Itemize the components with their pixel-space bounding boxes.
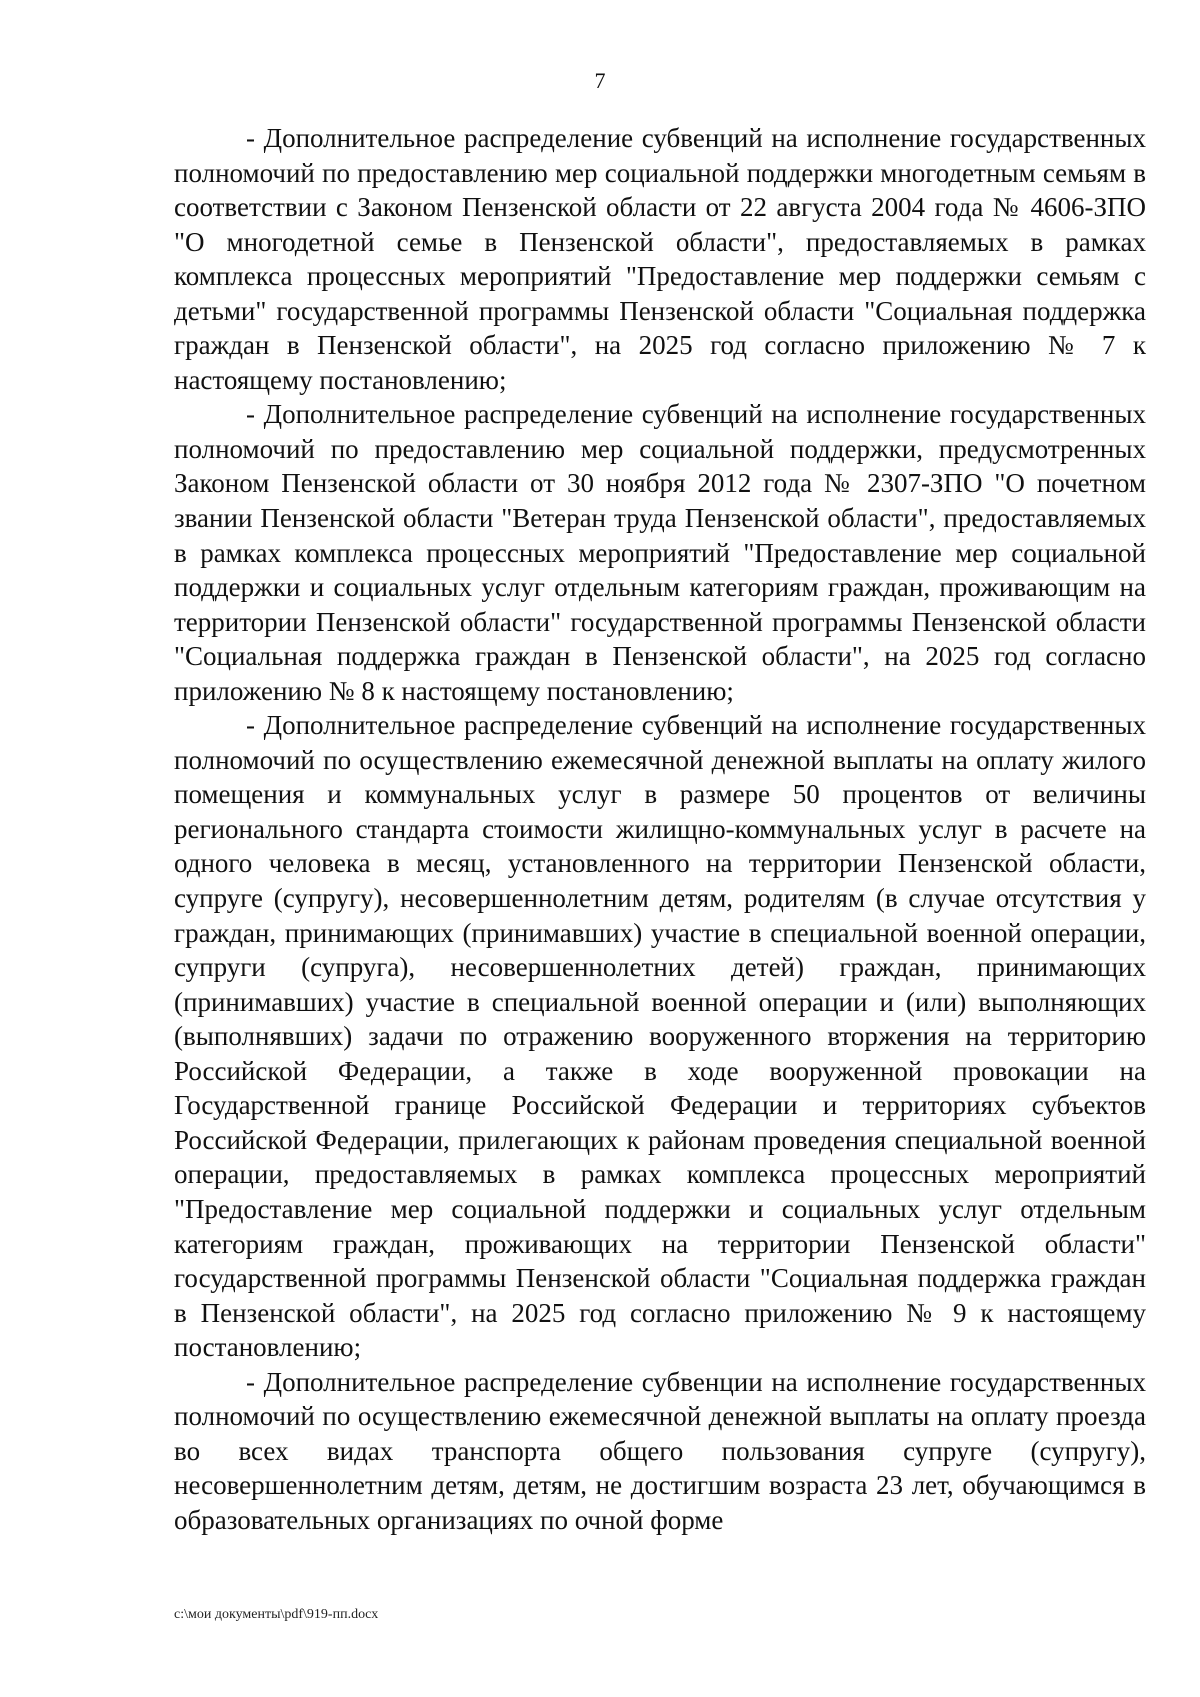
paragraph-appendix-9: - Дополнительное распределение субвенций на исполнение государственных полномочий по осуществлению ежемесячной денежной выплаты на оплату жилого помещения и коммунальных услуг в размере 50 процентов от величины регионального стандарта стоимости жилищно-коммунальных услуг в расчете на одного человека в месяц, установленного на территории Пензенской области, супруге (супругу), несовершеннолетним детям, родителям (в случае отсутствия у граждан, принимающих (принимавших) участие в специальной военной операции, супруги (супруга), несовершеннолетних детей) граждан, принимающих (принимавших) участие в специальной военной операции и (или) выполняющих (выполнявших) задачи по отражению вооруженного вторжения на территорию Российской Федерации, а также в ходе вооруженной провокации на Государственной границе Российской Федерации и территориях субъектов Российской Федерации, прилегающих к районам проведения специальной военной операции, предоставляемых в рамках комплекса процессных мероприятий "Предоставление мер социальной поддержки и социальных услуг отдельным категориям граждан, проживающих на территории Пензенской области" государственной программы Пензенской области "Социальная поддержка граждан в Пензенской области", на 2025 год согласно приложению № 9 к настоящему постановлению; [174,710,1146,1363]
footer-file-path: c:\мои документы\pdf\919-пп.docx [174,1607,379,1622]
paragraph-appendix-7: - Дополнительное распределение субвенций на исполнение государственных полномочий по предоставлению мер социальной поддержки многодетным семьям в соответствии с Законом Пензенской области от 22 августа 2004 года № 4606-ЗПО "О многодетной семье в Пензенской области", предоставляемых в рамках комплекса процессных мероприятий "Предоставление мер поддержки семьям с детьми" государственной программы Пензенской области "Социальная поддержка граждан в Пензенской области", на 2025 год согласно приложению № 7 к настоящему постановлению; [174,123,1146,395]
paragraph-appendix-8: - Дополнительное распределение субвенций на исполнение государственных полномочий по предоставлению мер социальной поддержки, предусмотренных Законом Пензенской области от 30 ноября 2012 года № 2307-ЗПО "О почетном звании Пензенской области "Ветеран труда Пензенской области", предоставляемых в рамках комплекса процессных мероприятий "Предоставление мер социальной поддержки и социальных услуг отдельным категориям граждан, проживающим на территории Пензенской области" государственной программы Пензенской области "Социальная поддержка граждан в Пензенской области", на 2025 год согласно приложению № 8 к настоящему постановлению; [174,399,1146,706]
page-number: 7 [594,68,606,93]
document-body [174,121,1146,1537]
paragraph-transport-payment: - Дополнительное распределение субвенции на исполнение государственных полномочий по осуществлению ежемесячной денежной выплаты на оплату проезда во всех видах транспорта общего пользования супруге (супругу), несовершеннолетним детям, детям, не достигшим возраста 23 лет, обучающимся в образовательных организациях по очной форме [174,1366,1146,1535]
